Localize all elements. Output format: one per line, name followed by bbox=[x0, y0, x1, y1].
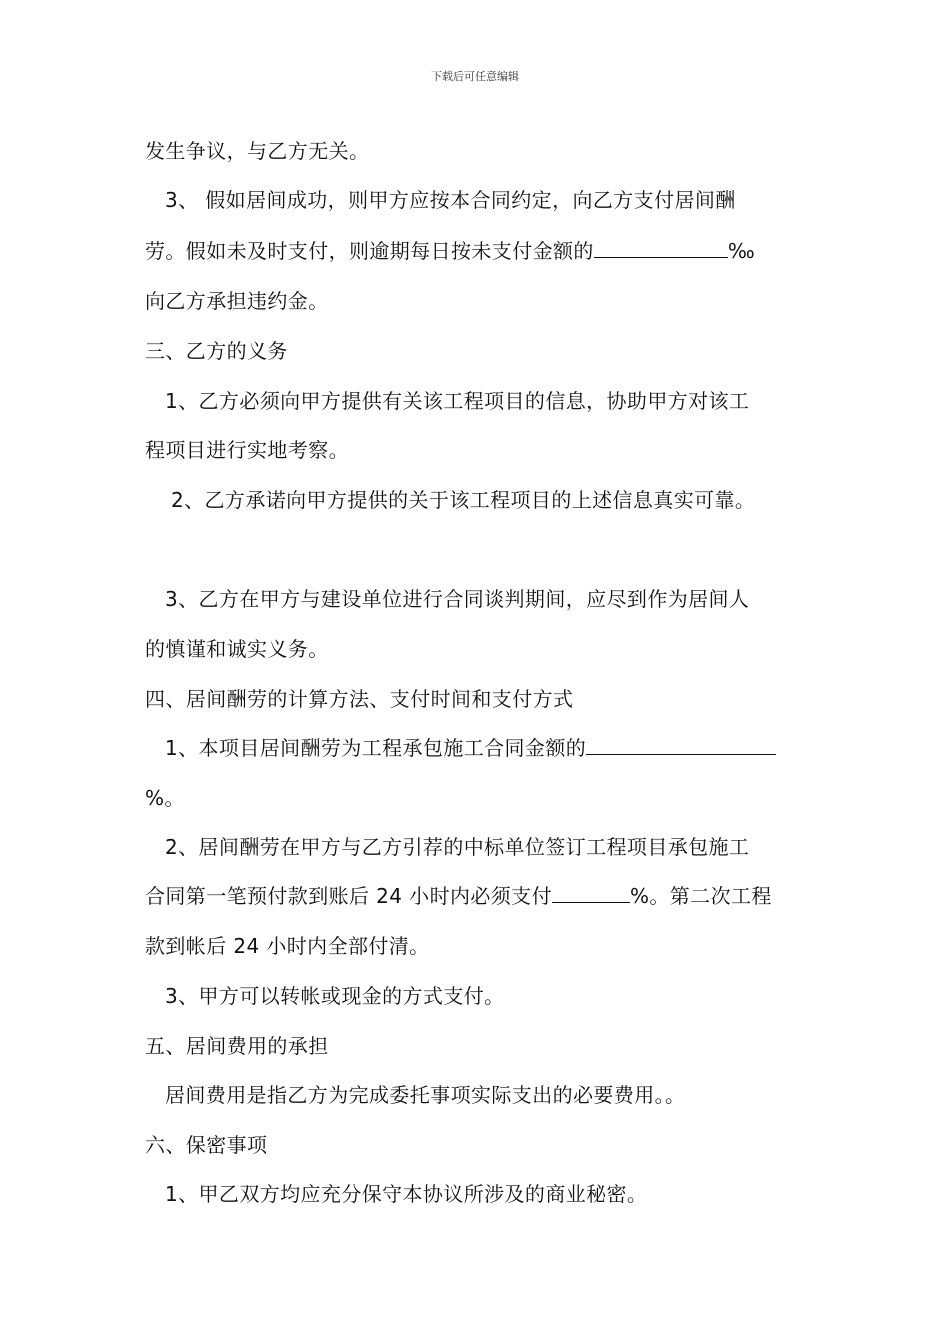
paragraph-line: 2、乙方承诺向甲方提供的关于该工程项目的上述信息真实可靠。 bbox=[171, 488, 756, 512]
section-heading: 六、保密事项 bbox=[145, 1133, 268, 1157]
paragraph-line: 程项目进行实地考察。 bbox=[145, 438, 349, 462]
paragraph-line: %。 bbox=[145, 786, 185, 810]
paragraph-line: 的慎谨和诚实义务。 bbox=[145, 637, 329, 661]
paragraph-line: 1、甲乙双方均应充分保守本协议所涉及的商业秘密。 bbox=[165, 1182, 648, 1206]
paragraph-line bbox=[145, 883, 772, 909]
paragraph-line: 居间费用是指乙方为完成委托事项实际支出的必要费用。。 bbox=[165, 1083, 686, 1107]
paragraph-line: 3、甲方可以转帐或现金的方式支付。 bbox=[165, 984, 505, 1008]
section-heading: 三、乙方的义务 bbox=[145, 339, 288, 363]
line-text: 劳。假如未及时支付，则逾期每日按未支付金额的 bbox=[145, 239, 594, 263]
fill-in-blank bbox=[586, 736, 776, 755]
paragraph-line: 向乙方承担违约金。 bbox=[145, 289, 329, 313]
line-text: 1、本项目居间酬劳为工程承包施工合同金额的 bbox=[165, 736, 587, 760]
line-text: ‰ bbox=[727, 239, 756, 263]
paragraph-line: 1、乙方必须向甲方提供有关该工程项目的信息，协助甲方对该工 bbox=[165, 389, 750, 413]
paragraph-line: 3、乙方在甲方与建设单位进行合同谈判期间，应尽到作为居间人 bbox=[165, 587, 750, 611]
paragraph-line: 3、 假如居间成功，则甲方应按本合同约定，向乙方支付居间酬 bbox=[165, 188, 736, 212]
paragraph-line bbox=[165, 735, 776, 761]
fill-in-blank bbox=[594, 239, 728, 258]
fill-in-blank bbox=[552, 884, 630, 903]
paragraph-line: 款到帐后 24 小时内全部付清。 bbox=[145, 934, 430, 958]
paragraph-line bbox=[145, 238, 755, 264]
line-text: 合同第一笔预付款到账后 24 小时内必须支付 bbox=[145, 884, 552, 908]
paragraph-line: 2、居间酬劳在甲方与乙方引荐的中标单位签订工程项目承包施工 bbox=[165, 835, 750, 859]
section-heading: 四、居间酬劳的计算方法、支付时间和支付方式 bbox=[145, 687, 574, 711]
page-header: 下载后可任意编辑 bbox=[431, 70, 519, 83]
line-text: %。第二次工程 bbox=[629, 884, 772, 908]
paragraph-line: 发生争议，与乙方无关。 bbox=[145, 139, 370, 163]
section-heading: 五、居间费用的承担 bbox=[145, 1034, 329, 1058]
